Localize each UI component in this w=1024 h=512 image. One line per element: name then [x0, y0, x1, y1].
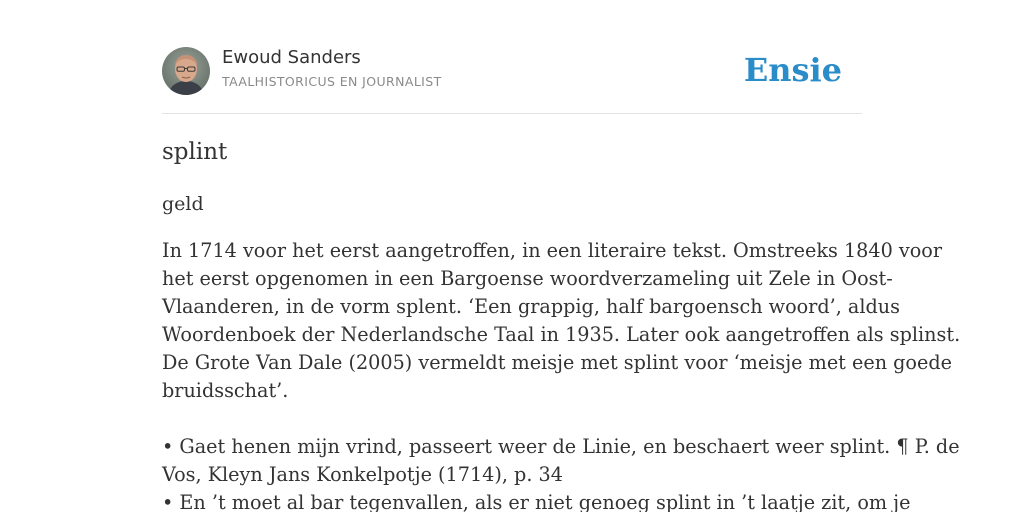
description-line: De Grote Van Dale (2005) vermeldt meisje met splint voor ‘meisje met een goede — [162, 351, 952, 374]
author-avatar[interactable] — [162, 47, 210, 95]
brand-logo[interactable]: Ensie — [743, 51, 842, 89]
quote-line: • En ’t moet al bar tegenvallen, als er niet genoeg splint in ’t laatje zit, om je — [162, 491, 911, 512]
author-header — [162, 46, 862, 96]
entry-meaning: geld — [162, 193, 204, 215]
description-line: Vlaanderen, in de vorm splent. ‘Een grappig, half bargoensch woord’, aldus — [162, 295, 900, 318]
description-line: het eerst opgenomen in een Bargoense woordverzameling uit Zele in Oost- — [162, 267, 893, 290]
description-line: Woordenboek der Nederlandsche Taal in 1935. Later ook aangetroffen als splinst. — [162, 323, 961, 346]
entry-description — [162, 237, 961, 405]
quote-line: • Gaet henen mijn vrind, passeert weer de Linie, en beschaert weer splint. ¶ P. de — [162, 435, 960, 458]
paragraph-gap — [162, 405, 867, 433]
quote-line: Vos, Kleyn Jans Konkelpotje (1714), p. 34 — [162, 463, 563, 486]
entry-title: splint — [162, 139, 228, 165]
author-name[interactable]: Ewoud Sanders — [222, 47, 361, 68]
description-line: In 1714 voor het eerst aangetroffen, in een literaire tekst. Omstreeks 1840 voor — [162, 239, 942, 262]
entry-body — [162, 237, 961, 512]
author-portrait-image — [162, 47, 210, 95]
header-divider — [162, 113, 862, 114]
entry-quotes — [162, 433, 960, 512]
author-role: TAALHISTORICUS EN JOURNALIST — [222, 74, 442, 89]
description-line: bruidsschat’. — [162, 379, 289, 402]
